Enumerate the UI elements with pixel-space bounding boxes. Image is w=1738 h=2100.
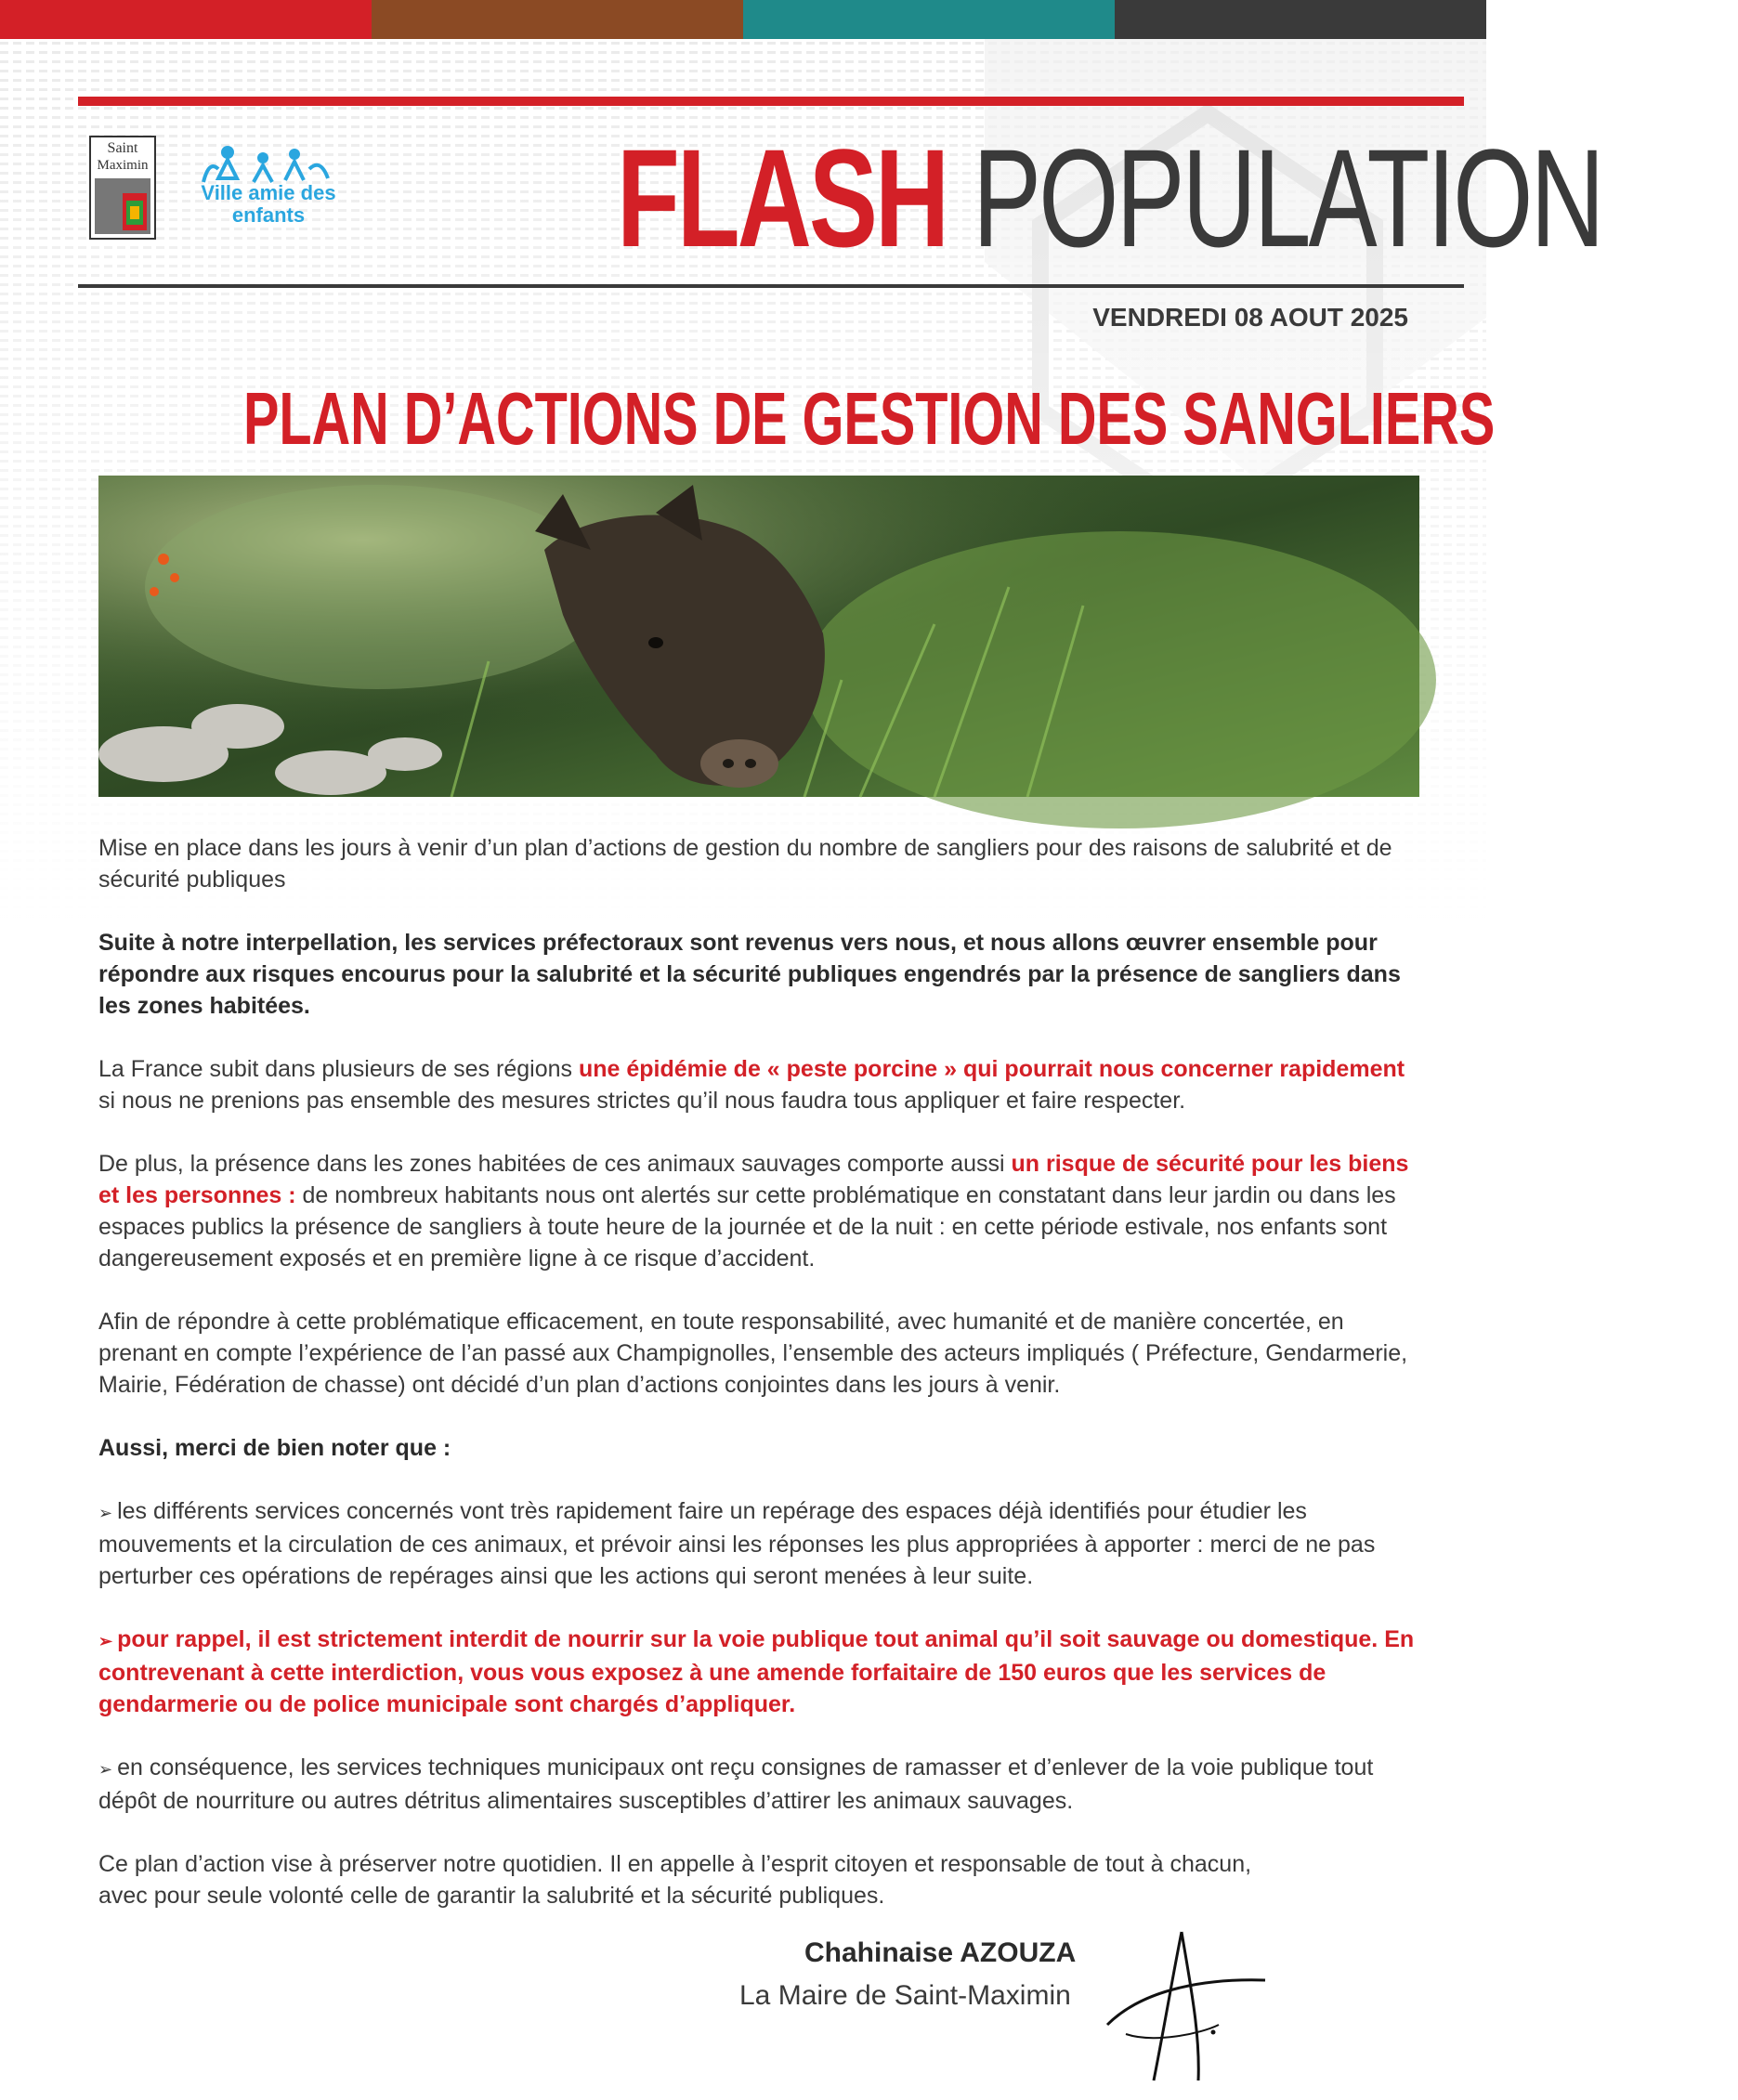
handwritten-signature (1089, 1923, 1284, 2090)
plan-paragraph: Afin de répondre à cette problématique efficacement, en toute responsabilité, avec humanité et de manière concertée, en prenant en compte l’expérience de l’an passé aux Champignolles, l’ensemble des acteurs impliqués ( Préfecture, Gendarmerie, Mairie, Fédération de chasse) ont décidé d’un plan d’actions conjointes dans les jours à venir. (98, 1309, 1408, 1398)
header-gray-rule (78, 284, 1464, 288)
epidemic-text-c: si nous ne prenions pas ensemble des mesures strictes qu’il nous faudra tous appliquer et faire respecter. (98, 1088, 1186, 1114)
notice-list (98, 1495, 1419, 1817)
intro-paragraph: Mise en place dans les jours à venir d’un plan d’actions de gestion du nombre de sangliers pour des raisons de salubrité et de sécurité publiques (98, 835, 1392, 893)
article-title (0, 377, 1496, 461)
list-item (98, 1495, 1419, 1592)
saint-maximin-logo (89, 136, 156, 240)
publication-date: VENDREDI 08 AOUT 2025 (1092, 303, 1408, 332)
masthead-flash: FLASH (617, 120, 947, 276)
list-item (98, 1752, 1419, 1817)
arrow-bullet-icon: ➢ (98, 1504, 118, 1522)
header-red-rule (78, 97, 1464, 106)
bar-brown (372, 0, 743, 39)
ville-amie-label: Ville amie des enfants (201, 181, 336, 227)
bar-dark (1115, 0, 1486, 39)
wild-boar-photo (98, 476, 1419, 797)
arrow-bullet-icon: ➢ (98, 1760, 118, 1779)
closing-line-1: Ce plan d’action vise à préserver notre quotidien. Il en appelle à l’esprit citoyen et responsable de tout à chacun, (98, 1851, 1252, 1877)
article-body (98, 832, 1419, 1943)
bold-paragraph: Suite à notre interpellation, les services préfectoraux sont revenus vers nous, et nous allons œuvrer ensemble pour répondre aux risques encourus pour la salubrité et la sécurité publiques engendrés par la présence de sangliers dans les zones habitées. (98, 930, 1401, 1019)
epidemic-text-a: La France subit dans plusieurs de ses régions (98, 1056, 579, 1082)
top-color-bar (0, 0, 1486, 39)
arrow-bullet-icon: ➢ (98, 1632, 118, 1650)
closing-line-2: avec pour seule volonté celle de garantir la salubrité et la sécurité publiques. (98, 1883, 885, 1909)
signatory-role: La Maire de Saint-Maximin (739, 1980, 1071, 2011)
safety-text-c: de nombreux habitants nous ont alertés sur cette problématique en constatant dans leur jardin ou dans les espaces publics la présence de sangliers à toute heure de la journée et de la nuit : en cette période estivale, nos enfants sont dangereusement exposés et en première ligne à ce risque d’accident. (98, 1182, 1396, 1272)
safety-highlight: un risque de sécurité pour les biens et les personnes : (98, 1151, 1409, 1208)
masthead-population: POPULATION (973, 120, 1602, 276)
signatory-name: Chahinaise AZOUZA (804, 1937, 1077, 1968)
epidemic-highlight: une épidémie de « peste porcine » qui pourrait nous concerner rapidement (578, 1056, 1405, 1082)
bar-teal (743, 0, 1115, 39)
svg-text:Maximin: Maximin (97, 158, 149, 173)
list-item (98, 1624, 1419, 1720)
list-item-text: pour rappel, il est strictement interdit de nourrir sur la voie publique tout animal qu’il soit sauvage ou domestique. En contrevenant à cette interdiction, vous vous exposez à une amende forfaitaire de 150 euros que les services de gendarmerie ou de police municipale sont chargés d’appliquer. (98, 1626, 1415, 1717)
bar-red (0, 0, 372, 39)
list-item-text: les différents services concernés vont très rapidement faire un repérage des espaces déjà identifiés pour étudier les mouvements et la circulation de ces animaux, et prévoir ainsi les réponses les plus appropriées à apporter : merci de ne pas perturber ces opérations de repérages ainsi que les actions qui seront menées à leur suite. (98, 1498, 1376, 1589)
closing-paragraph (98, 1848, 1419, 1911)
list-item-text: en conséquence, les services techniques municipaux ont reçu consignes de ramasser et d’enlever de la voie publique tout dépôt de nourriture ou autres détritus alimentaires susceptibles d’attirer les animaux sauvages. (98, 1754, 1374, 1814)
article-title-text: PLAN D’ACTIONS DE GESTION DES SANGLIERS (242, 377, 1496, 460)
safety-text-a: De plus, la présence dans les zones habitées de ces animaux sauvages comporte aussi (98, 1151, 1012, 1177)
svg-text:Saint: Saint (107, 140, 138, 156)
safety-paragraph (98, 1148, 1419, 1274)
epidemic-paragraph (98, 1053, 1419, 1116)
masthead (617, 119, 1602, 277)
notice-heading: Aussi, merci de bien noter que : (98, 1435, 451, 1461)
